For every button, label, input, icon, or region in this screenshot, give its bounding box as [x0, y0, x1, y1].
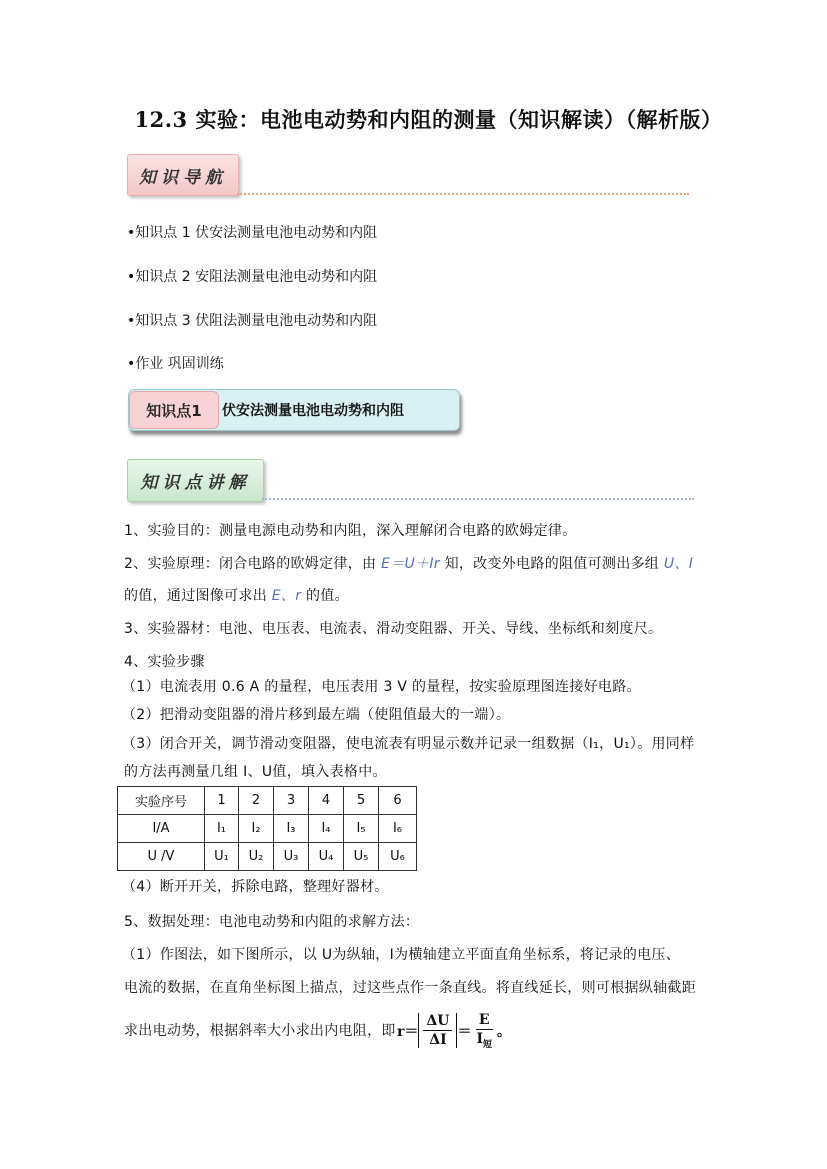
knowledge-point-tag: 知识点1	[129, 391, 219, 429]
graph-method-line1: （1）作图法，如下图所示，以 U为纵轴，I为横轴建立平面直角坐标系，将记录的电压、	[122, 947, 681, 963]
table-cell: I₁	[205, 815, 239, 843]
para-steps-title: 4、实验步骤	[124, 654, 205, 670]
resistance-formula	[397, 1012, 511, 1050]
para-principle-line1	[124, 553, 693, 573]
table-cell: I/A	[118, 815, 205, 843]
banner-knowledge-nav-label: 知识导航	[139, 167, 227, 188]
para-purpose: 1、实验目的：测量电源电动势和内阻，深入理解闭合电路的欧姆定律。	[124, 523, 577, 539]
nav-item-2[interactable]: •知识点 2 安阻法测量电池电动势和内阻	[127, 269, 378, 285]
table-cell: I₅	[344, 815, 379, 843]
table-cell: 1	[205, 787, 239, 815]
step-3-line1: （3）闭合开关，调节滑动变阻器，使电流表有明显示数并记录一组数据（I₁，U₁）。用同样	[122, 736, 695, 752]
formula-abs	[418, 1013, 457, 1048]
table-cell: U₅	[344, 843, 379, 871]
graph-method-line2: 电流的数据，在直角坐标图上描点，过这些点作一条直线。将直线延长，则可根据纵轴截距	[124, 980, 696, 996]
principle-vars-2: E、r	[271, 588, 302, 604]
principle-text-d: 的值。	[301, 588, 349, 604]
formula-den-2-sub: 短	[483, 1039, 493, 1050]
para-equipment: 3、实验器材：电池、电压表、电流表、滑动变阻器、开关、导线、坐标纸和刻度尺。	[124, 621, 663, 637]
para-data-processing: 5、数据处理：电池电动势和内阻的求解方法：	[124, 914, 420, 930]
step-1: （1）电流表用 0.6 A 的量程，电压表用 3 V 的量程，按实验原理图连接好电路。	[122, 679, 641, 695]
table-cell: U₄	[309, 843, 344, 871]
step-3-line2: 的方法再测量几组 I、U值，填入表格中。	[124, 764, 387, 780]
formula-num: ΔU	[423, 1013, 452, 1031]
graph-method-line3: 求出电动势，根据斜率大小求出内电阻，即	[124, 1023, 396, 1039]
nav-item-homework[interactable]: •作业 巩固训练	[127, 356, 224, 372]
principle-text-b: 知，改变外电路的阻值可测出多组	[439, 556, 664, 572]
table-cell: 5	[344, 787, 379, 815]
step-2: （2）把滑动变阻器的滑片移到最左端（使阻值最大的一端）。	[122, 707, 511, 723]
table-cell: I₄	[309, 815, 344, 843]
principle-formula: E＝U＋Ir	[381, 556, 440, 572]
nav-item-3[interactable]: •知识点 3 伏阻法测量电池电动势和内阻	[127, 313, 378, 329]
page-title: 12.3 实验：电池电动势和内阻的测量（知识解读）（解析版）	[134, 107, 723, 132]
data-table	[117, 786, 417, 871]
formula-frac-1	[423, 1013, 452, 1048]
formula-frac-2	[473, 1012, 495, 1050]
formula-end: 。	[497, 1023, 512, 1040]
principle-text-a: 2、实验原理：闭合电路的欧姆定律，由	[124, 556, 382, 572]
table-row	[118, 815, 417, 843]
knowledge-point-title: 伏安法测量电池电动势和内阻	[222, 403, 404, 419]
table-cell: 4	[309, 787, 344, 815]
table-cell: I₂	[239, 815, 274, 843]
principle-vars: U、I	[663, 556, 694, 572]
table-row	[118, 787, 417, 815]
para-principle-line2	[124, 585, 349, 605]
table-cell: U₆	[379, 843, 417, 871]
table-cell: I₆	[379, 815, 417, 843]
table-cell: U₂	[239, 843, 274, 871]
table-cell: U₁	[205, 843, 239, 871]
formula-den-2-main: I	[476, 1031, 484, 1047]
dotted-divider-blue	[262, 498, 694, 500]
nav-item-1[interactable]: •知识点 1 伏安法测量电池电动势和内阻	[127, 225, 378, 241]
table-cell: U /V	[118, 843, 205, 871]
banner-knowledge-explain-label: 知识点讲解	[140, 473, 251, 493]
table-cell: 3	[274, 787, 309, 815]
banner-knowledge-explain	[127, 459, 264, 502]
formula-den-2	[473, 1030, 495, 1050]
principle-text-c: 的值，通过图像可求出	[124, 588, 272, 604]
table-cell: U₃	[274, 843, 309, 871]
table-cell: 6	[379, 787, 417, 815]
table-cell: 实验序号	[118, 787, 205, 815]
formula-num-2: E	[476, 1012, 493, 1030]
banner-knowledge-nav	[127, 154, 239, 196]
dotted-divider	[237, 193, 689, 195]
table-row	[118, 843, 417, 871]
table-cell: 2	[239, 787, 274, 815]
table-cell: I₃	[274, 815, 309, 843]
step-4: （4）断开开关，拆除电路，整理好器材。	[122, 879, 389, 895]
formula-eq: ＝	[457, 1023, 472, 1040]
formula-den: ΔI	[429, 1032, 447, 1049]
formula-lhs: r＝	[397, 1023, 419, 1040]
